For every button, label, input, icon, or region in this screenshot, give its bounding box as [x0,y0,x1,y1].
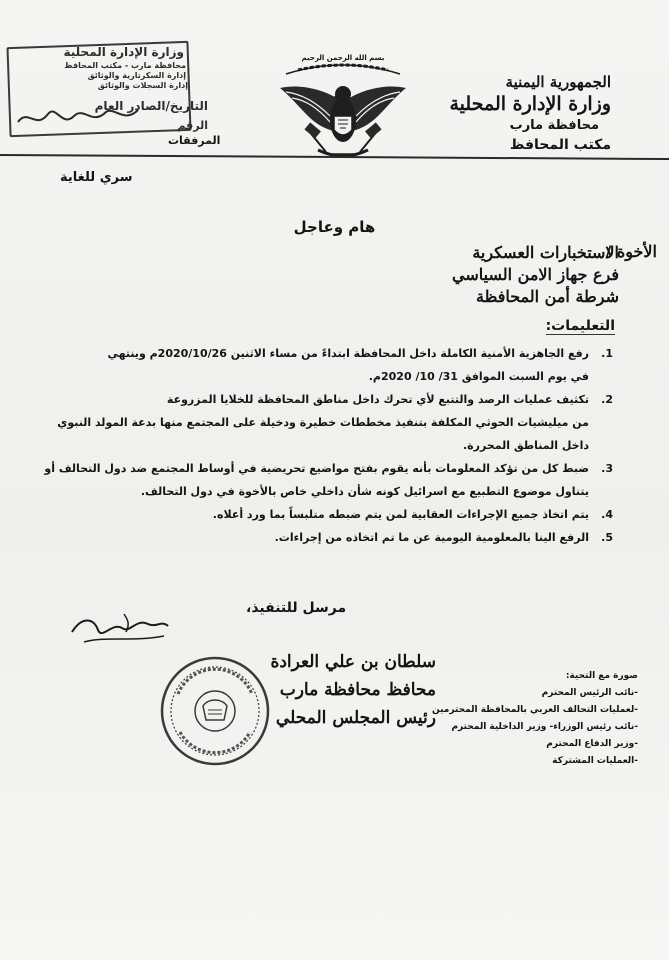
item-line: في يوم السبت الموافق 31/ 10/ 2020م. [368,370,589,383]
item-line: رفع الجاهزية الأمنية الكاملة داخل المحافظة ابتداءً من مساء الاثنين 2020/10/26م وينتهي [107,347,589,360]
cc-item: -وزير الدفاع المحترم [546,739,638,749]
recipient-line: الاستخبارات العسكرية [472,243,619,262]
stamp-line-2: محافظة مارب - مكتب المحافظ [64,61,186,70]
cc-item: -نائب الرئيس المحترم [541,688,638,698]
list-item [53,503,613,526]
signature-icon [64,612,174,652]
cc-title: صورة مع التحية: [565,671,638,681]
cc-item: -لعمليات التحالف العربي بالمحافظة المحترمين [431,705,638,715]
stamp-line-1: وزارة الإدارة المحلية [63,45,184,59]
signatory-role: رئيس المجلس المحلي [275,708,436,728]
recipients-label: الأخوة / [605,242,657,261]
cc-item: -نائب رئيس الوزراء- وزير الداخلية المحترم [451,722,638,732]
stamp-line-4: إدارة السجلات والوثائق [97,81,188,90]
registry-stamp [6,40,214,140]
item-number: 3. [601,462,613,475]
list-item [44,457,613,503]
handwritten-number-icon [14,100,144,134]
item-number: 4. [601,508,613,521]
governorate-name: محافظة مارب [509,118,599,133]
letterhead-right [391,72,611,155]
closing-text: مرسل للتنفيذ، [246,600,347,616]
urgency-label: هام وعاجل [293,218,376,236]
instructions-title: التعليمات: [545,318,615,334]
signatory-name: سلطان بن علي العرادة [270,652,436,672]
classification-label: سري للغاية [60,170,133,185]
item-line: يتناول موضوع التطبيع مع اسرائيل كونه شأن داخلي خاص بالأخوة في دول التحالف. [140,485,589,498]
list-item [53,388,613,457]
instructions-list [44,342,613,549]
item-number: 5. [601,531,613,544]
item-number: 1. [601,347,613,360]
item-line: الرفع الينا بالمعلومية اليومية عن ما تم اتخاذه من إجراءات. [274,531,589,544]
recipients-block [289,242,657,308]
item-line: داخل المناطق المحررة. [462,439,589,452]
cc-list [431,668,638,770]
recipient-line: فرع جهاز الامن السياسي [452,265,619,284]
item-number: 2. [601,393,613,406]
country-name: الجمهورية اليمنية [505,73,611,91]
ministry-name: وزارة الإدارة المحلية [449,93,611,115]
item-line: ضبط كل من تؤكد المعلومات بأنه يقوم بفتح مواضيع تحريضية في أوساط المجتمع ضد دول التحالف أو [44,462,589,475]
stamp-line-6: الرقم [177,119,208,132]
cc-item: -العمليات المشتركة [552,756,638,766]
official-seal-icon [158,654,272,768]
item-line: يتم اتخاذ جميع الإجراءات العقابية لمن يتم ضبطه متلبساً بما ورد أعلاه. [212,508,589,521]
yemen-eagle-emblem-icon [268,50,418,170]
list-item [53,526,613,549]
basmala: بسم الله الرحمن الرحيم [301,54,385,62]
attachments-label: المرفقات [168,134,221,147]
office-name: مكتب المحافظ [509,137,611,153]
stamp-line-3: إدارة السكرتارية والوثائق [87,71,186,80]
signatory-title: محافظ محافظة مارب [279,680,436,700]
recipient-line: شرطة أمن المحافظة [475,287,619,306]
stamp-line-5: التاريخ/الصادر العام [94,99,208,113]
list-item [53,342,613,388]
item-line: من ميليشيات الحوثي المكلفة بتنفيذ مخططات خطيرة ودخيلة على المجتمع منها بدعة المولد النبوي [57,416,589,429]
item-line: تكثيف عمليات الرصد والتتبع لأي تحرك داخل مناطق المحافظة للخلايا المزروعة [166,393,589,406]
